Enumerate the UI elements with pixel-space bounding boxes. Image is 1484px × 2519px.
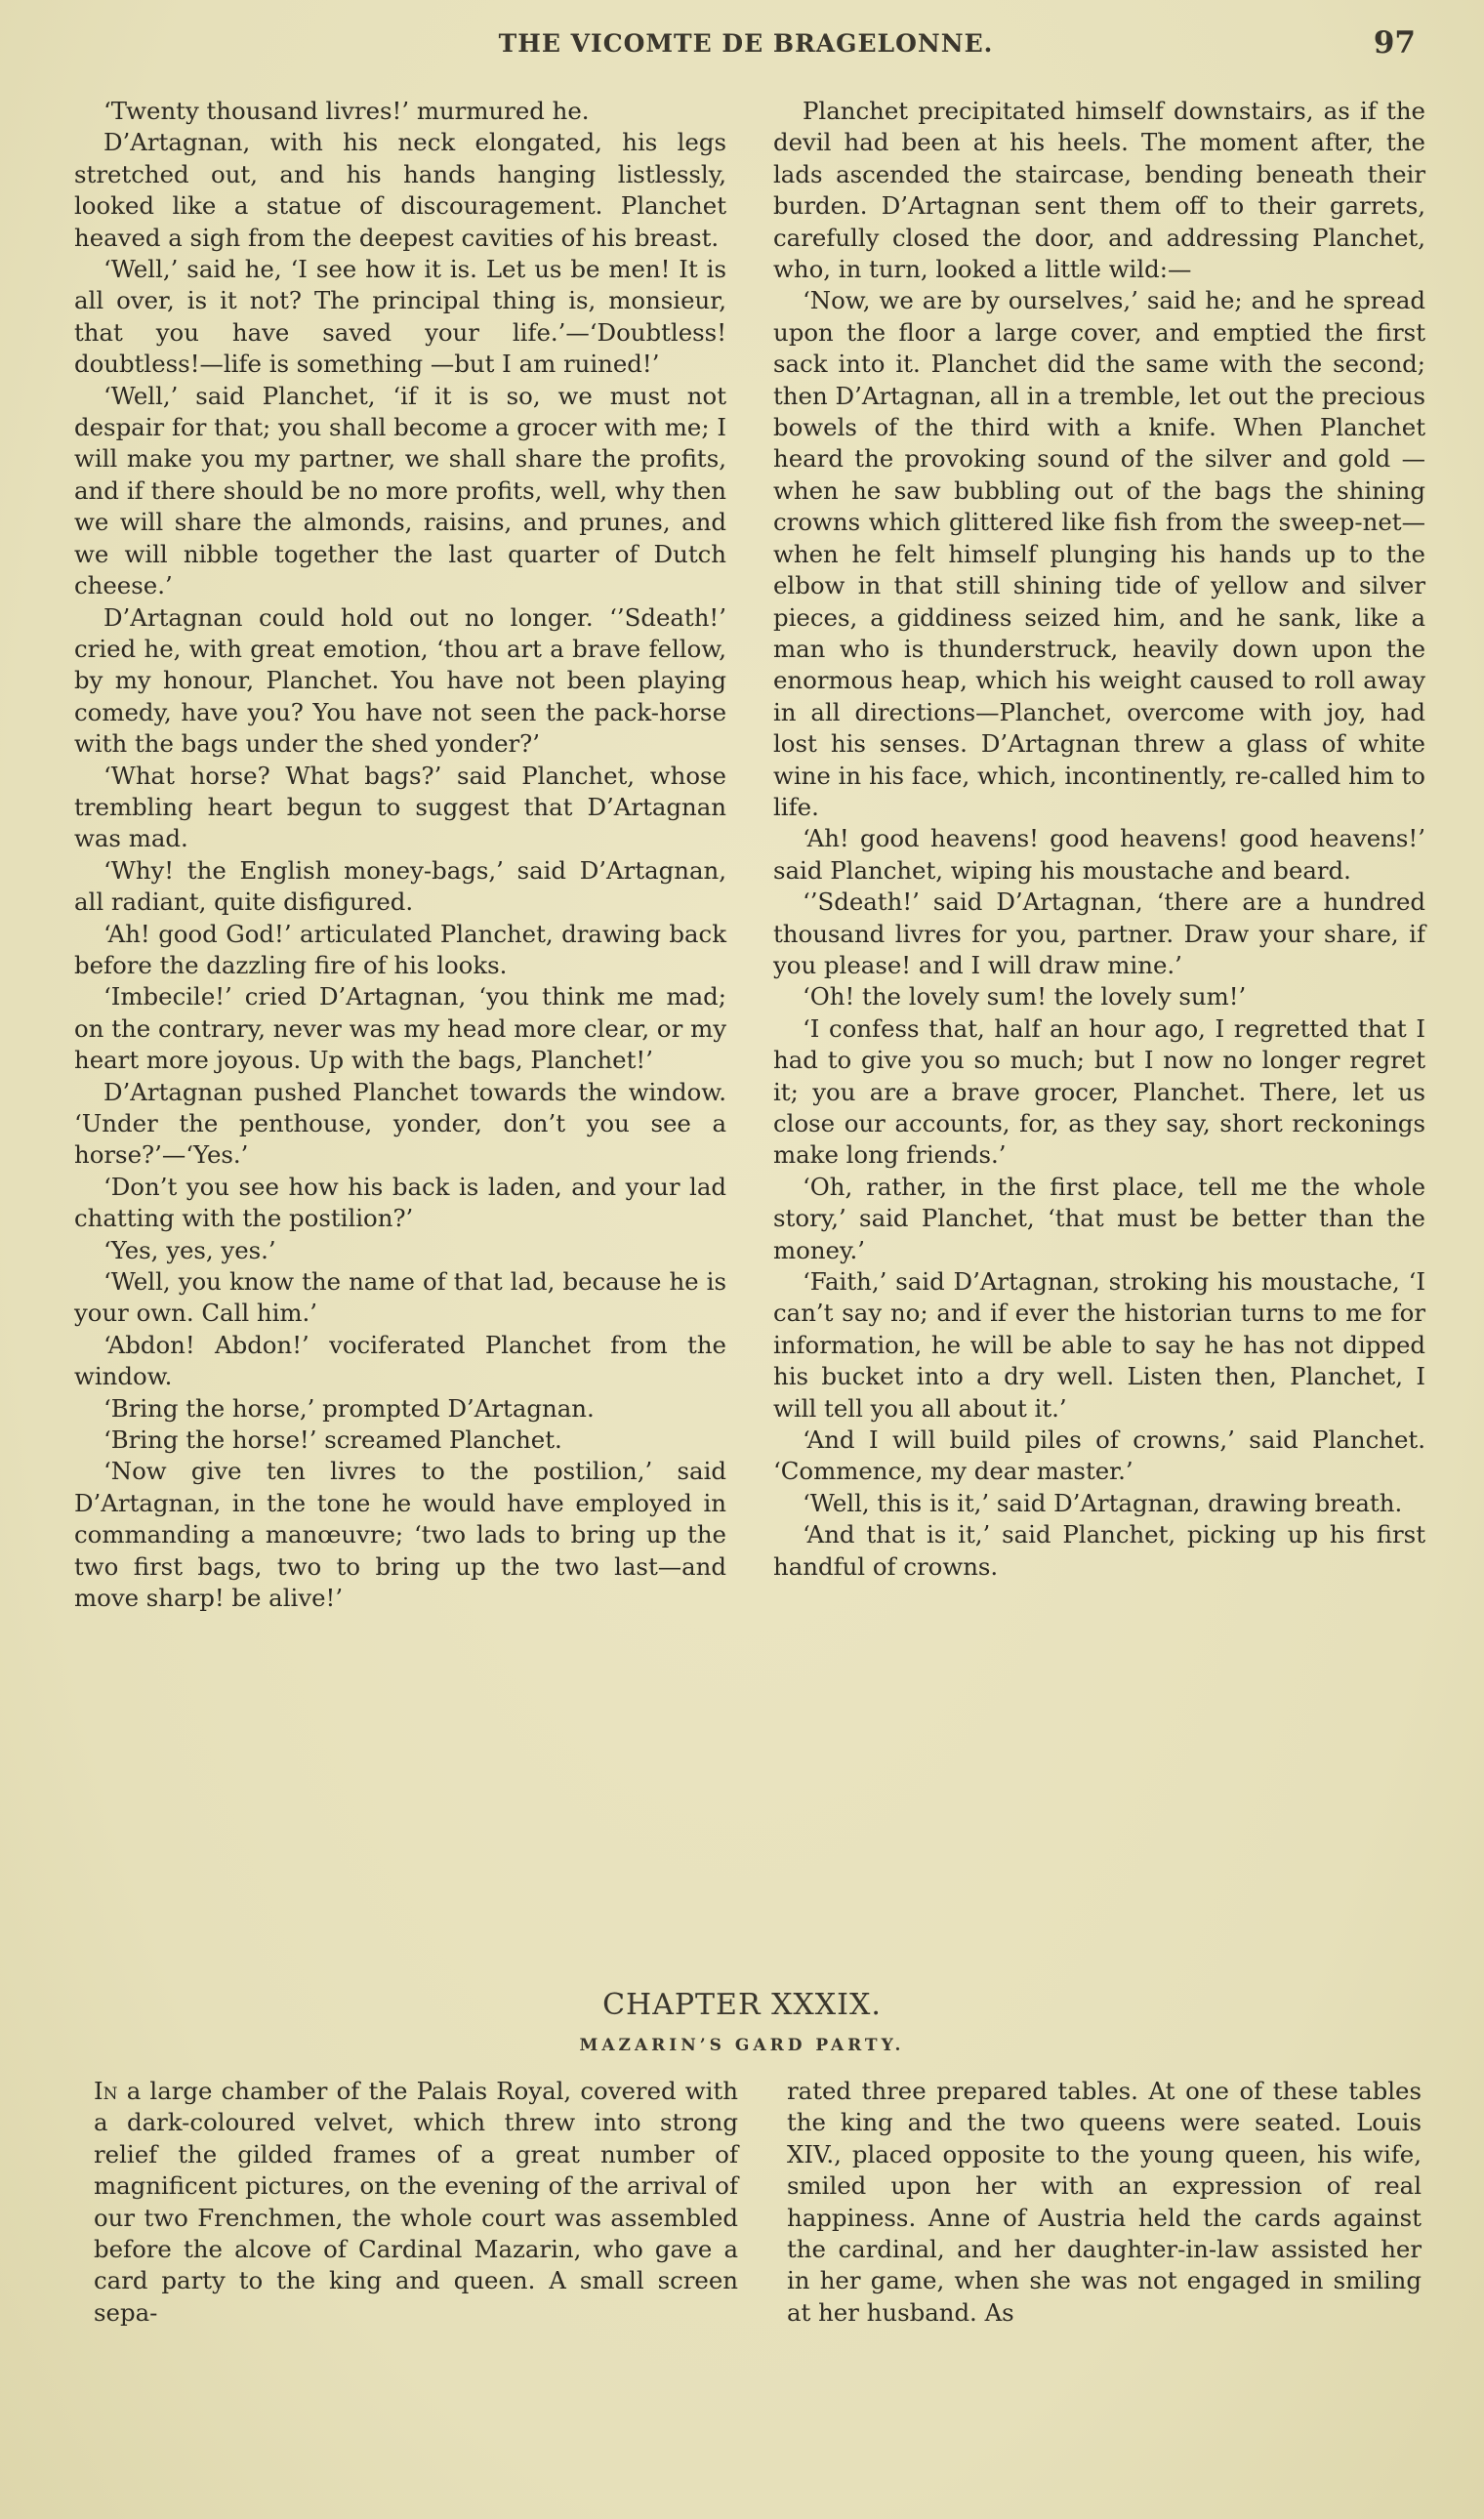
running-title: THE VICOMTE DE BRAGELONNE. [498,29,994,58]
left-text-column [74,96,726,1615]
paragraph: ‘Now, we are by ourselves,’ said he; and he spread upon the floor a large cover, and emptied the first sack into it. Planchet did the same with the second; then D’Artagnan, all in a tremble, let out the precious bowels of the third with a knife. When Planchet heard the provoking sound of the silver and gold — when he saw bubbling out of the bags the shining crowns which glittered like fish from the sweep-net—when he felt himself plunging his hands up to the elbow in that still shining tide of yellow and silver pieces, a giddiness seized him, and he sank, like a man who is thunderstruck, heavily down upon the enormous heap, which his weight caused to roll away in all directions—Planchet, overcome with joy, had lost his senses. D’Artagnan threw a glass of white wine in his face, which, incontinently, re-called him to life. [773,286,1425,821]
paragraph: ‘Why! the English money-bags,’ said D’Artagnan, all radiant, quite disfigured. [74,855,726,917]
paragraph: ‘And that is it,’ said Planchet, picking up his first handful of crowns. [773,1520,1425,1581]
paragraph: rated three prepared tables. At one of these tables the king and the two queens were seated. Louis XIV., placed opposite to the young queen, his wife, smiled upon her with an expression of real happiness. Anne of Austria held the cards against the cardinal, and her daughter-in-law assisted her in her game, when she was not engaged in smiling at her husband. As [787,2077,1422,2327]
chapter-subtitle: MAZARIN’S GARD PARTY. [579,2036,905,2055]
paragraph: ‘Faith,’ said D’Artagnan, stroking his moustache, ‘I can’t say no; and if ever the historian turns to me for information, he will be able to say he has not dipped his bucket into a dry well. Listen then, Planchet, I will tell you all about it.’ [773,1267,1425,1423]
paragraph: ‘Ah! good God!’ articulated Planchet, drawing back before the dazzling fire of his looks. [74,919,726,979]
paragraph: ‘Well,’ said Planchet, ‘if it is so, we must not despair for that; you shall become a grocer with me; I will make you my partner, we shall share the profits, and if there should be no more profits, well, why then we will share the almonds, raisins, and prunes, and we will nibble together the last quarter of Dutch cheese.’ [74,381,726,600]
chapter-title: CHAPTER XXXIX. [602,1988,882,2022]
paragraph: ‘’Sdeath!’ said D’Artagnan, ‘there are a hundred thousand livres for you, partner. Draw your share, if you please! and I will draw mine.’ [773,888,1425,979]
paragraph: ‘Ah! good heavens! good heavens! good heavens!’ said Planchet, wiping his moustache and beard. [773,824,1425,885]
paragraph: D’Artagnan, with his neck elongated, his legs stretched out, and his hands hanging listlessly, looked like a statue of discouragement. Planchet heaved a sigh from the deepest cavities of his breast. [74,128,726,252]
paragraph: ‘Bring the horse,’ prompted D’Artagnan. [103,1393,595,1423]
paragraph: ‘Oh! the lovely sum! the lovely sum!’ [803,982,1247,1012]
paragraph: ‘And I will build piles of crowns,’ said Planchet. ‘Commence, my dear master.’ [773,1425,1425,1486]
paragraph: ‘Oh, rather, in the first place, tell me the whole story,’ said Planchet, ‘that must be better than the money.’ [773,1172,1425,1264]
paragraph: ‘Well,’ said he, ‘I see how it is. Let us be men! It is all over, is it not? The principal thing is, monsieur, that you have saved your life.’—‘Doubtless! doubtless!—life is something —but I am ruined!’ [74,255,726,379]
page-header [76,27,1416,66]
paragraph: ‘Yes, yes, yes.’ [103,1235,276,1264]
paragraph: D’Artagnan pushed Planchet towards the window. ‘Under the penthouse, yonder, don’t you see a horse?’—‘Yes.’ [74,1077,726,1170]
chapter-left-column [94,2076,738,2329]
paragraph: ‘Twenty thousand livres!’ murmured he. [103,97,590,125]
opening-text: a large chamber of the Palais Royal, covered with a dark-coloured velvet, which threw into strong relief the gilded frames of a great number of magnificent pictures, on the evening of the arrival of our two Frenchmen, the whole court was assembled before the alcove of Cardinal Mazarin, who gave a card party to the king and queen. A small screen sepa- [94,2077,738,2327]
chapter-right-column [787,2076,1422,2329]
chapter-opening-paragraph [94,2076,738,2329]
paragraph: ‘What horse? What bags?’ said Planchet, whose trembling heart begun to suggest that D’Artagnan was mad. [74,761,726,853]
paragraph: Planchet precipitated himself downstairs, as if the devil had been at his heels. The moment after, the lads ascended the staircase, bending beneath their burden. D’Artagnan sent them off to their garrets, carefully closed the door, and addressing Planchet, who, in turn, looked a little wild:— [773,97,1425,284]
paragraph: ‘Well, you know the name of that lad, because he is your own. Call him.’ [74,1267,726,1328]
paragraph: ‘I confess that, half an hour ago, I regretted that I had to give you so much; but I now no longer regret it; you are a brave grocer, Planchet. There, let us close our accounts, for, as they say, short reckonings make long friends.’ [773,1013,1425,1170]
paragraph: ‘Don’t you see how his back is laden, and your lad chatting with the postilion?’ [74,1172,726,1233]
right-text-column [773,96,1425,1583]
opening-word: In [94,2077,118,2105]
paragraph: ‘Bring the horse!’ screamed Planchet. [103,1425,562,1455]
page-number: 97 [1373,25,1416,61]
paragraph: ‘Abdon! Abdon!’ vociferated Planchet from the window. [74,1330,726,1391]
paragraph: ‘Imbecile!’ cried D’Artagnan, ‘you think me mad; on the contrary, never was my head more clear, or my heart more joyous. Up with the bags, Planchet!’ [74,982,726,1075]
paragraph: ‘Well, this is it,’ said D’Artagnan, drawing breath. [803,1488,1403,1517]
paragraph: D’Artagnan could hold out no longer. ‘’Sdeath!’ cried he, with great emotion, ‘thou art a brave fellow, by my honour, Planchet. You have not been playing comedy, have you? You have not seen the pack-horse with the bags under the shed yonder?’ [74,602,726,759]
paragraph: ‘Now give ten livres to the postilion,’ said D’Artagnan, in the tone he would have employed in commanding a manœuvre; ‘two lads to bring up the two first bags, two to bring up the two last—and move sharp! be alive!’ [74,1457,726,1613]
